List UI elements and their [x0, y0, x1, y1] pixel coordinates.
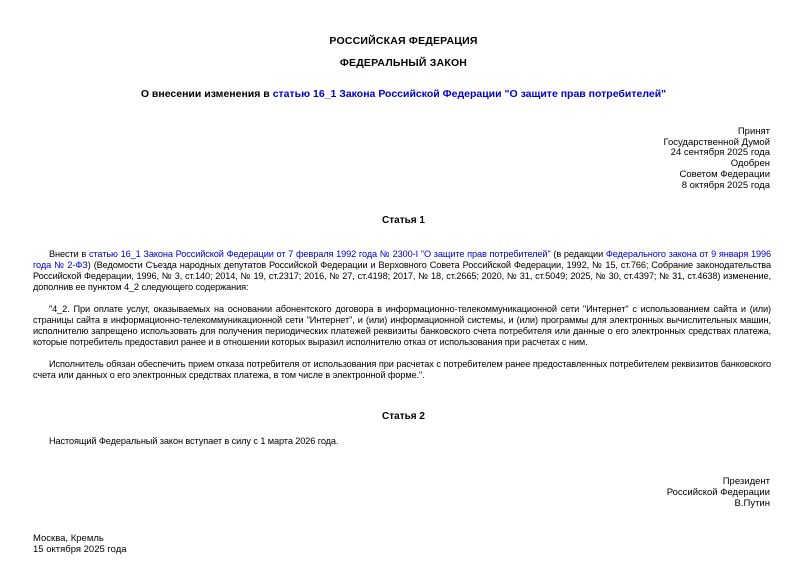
footer-place: Москва, Кремль [33, 533, 104, 545]
p1-text-3: ) (Ведомости Съезда народных депутатов Российской Федерации и Верховного Совета Российской Федерации, 1992, № 15, ст.766; Собрание законодательства Российской Федерации, 1996, № 3, ст.140; 2014, № 19, ст.2317; 2016, № 27, ст.4198; 2017, № 18, ст.2665; 2020, № 31, ст.5049; 2025, № 30, ст.4397; № 31, ст.4638) изменение, дополнив ее пунктом 4_2 следующего содержания: [33, 260, 771, 293]
signature-block [0, 477, 807, 509]
signature-name: В.Путин [734, 497, 770, 509]
article-1-paragraph-1 [33, 249, 771, 293]
signature-title: Президент [722, 476, 770, 488]
article-2-body [0, 436, 807, 447]
adoption-line-adopted: Принят [737, 126, 770, 137]
document-title-prefix: О внесении изменения в [140, 88, 273, 100]
adoption-line-council-date: 8 октября 2025 года [681, 179, 770, 191]
document-title-link[interactable]: статью 16_1 Закона Российской Федерации "О защите прав потребителей" [272, 88, 667, 100]
adoption-block [0, 127, 807, 191]
adoption-line-approved: Одобрен [730, 158, 770, 170]
p1-text-2: (в редакции [550, 249, 606, 260]
header-country: РОССИЙСКАЯ ФЕДЕРАЦИЯ [329, 35, 478, 47]
article-1-paragraph-3-quote: Исполнитель обязан обеспечить прием отказа потребителя от использования при расчетах с потребителем ранее предоставленных потребителем реквизитов банковского счета или данных о его электронных средствах платежа, в том числе в электронной форме.". [33, 359, 771, 381]
document-title [0, 88, 807, 100]
article-1-body [0, 249, 807, 381]
adoption-line-duma: Государственной Думой [663, 136, 770, 148]
signature-subtitle: Российской Федерации [666, 486, 770, 498]
header-doc-type: ФЕДЕРАЛЬНЫЙ ЗАКОН [339, 57, 468, 69]
article-2-heading: Статья 2 [382, 411, 425, 423]
article-2-paragraph-1: Настоящий Федеральный закон вступает в силу с 1 марта 2026 года. [49, 436, 339, 447]
adoption-line-council: Советом Федерации [679, 168, 770, 180]
adoption-line-duma-date: 24 сентября 2025 года [670, 147, 770, 159]
p1-link-federal-law-2fz[interactable]: Федерального закона от 9 января 1996 года № 2-ФЗ [33, 249, 771, 271]
footer-date: 15 октября 2025 года [33, 544, 127, 556]
footer-block [0, 533, 807, 555]
article-1-paragraph-2-quote: "4_2. При оплате услуг, оказываемых на основании абонентского договора в информационно-телекоммуникационной сети "Интернет" с использованием сайта и (или) страницы сайта в информационно-телекоммуникационной сети "Интернет", и (или) информационной системы, и (или) программы для электронных вычислительных машин, исполнителю запрещено использовать для получения периодических платежей реквизиты банковского счета потребителя или данные о его электронных средствах платежа, которые потребитель предоставил ранее и в отношении которых выразил исполнителю отказ от использования при расчетах с ним. [33, 304, 771, 348]
article-1-heading: Статья 1 [382, 215, 425, 227]
p1-text-1: Внести в [49, 249, 89, 260]
p1-link-law-16-1[interactable]: статью 16_1 Закона Российской Федерации от 7 февраля 1992 года № 2300-I "О защите прав потребителей" [88, 249, 551, 260]
